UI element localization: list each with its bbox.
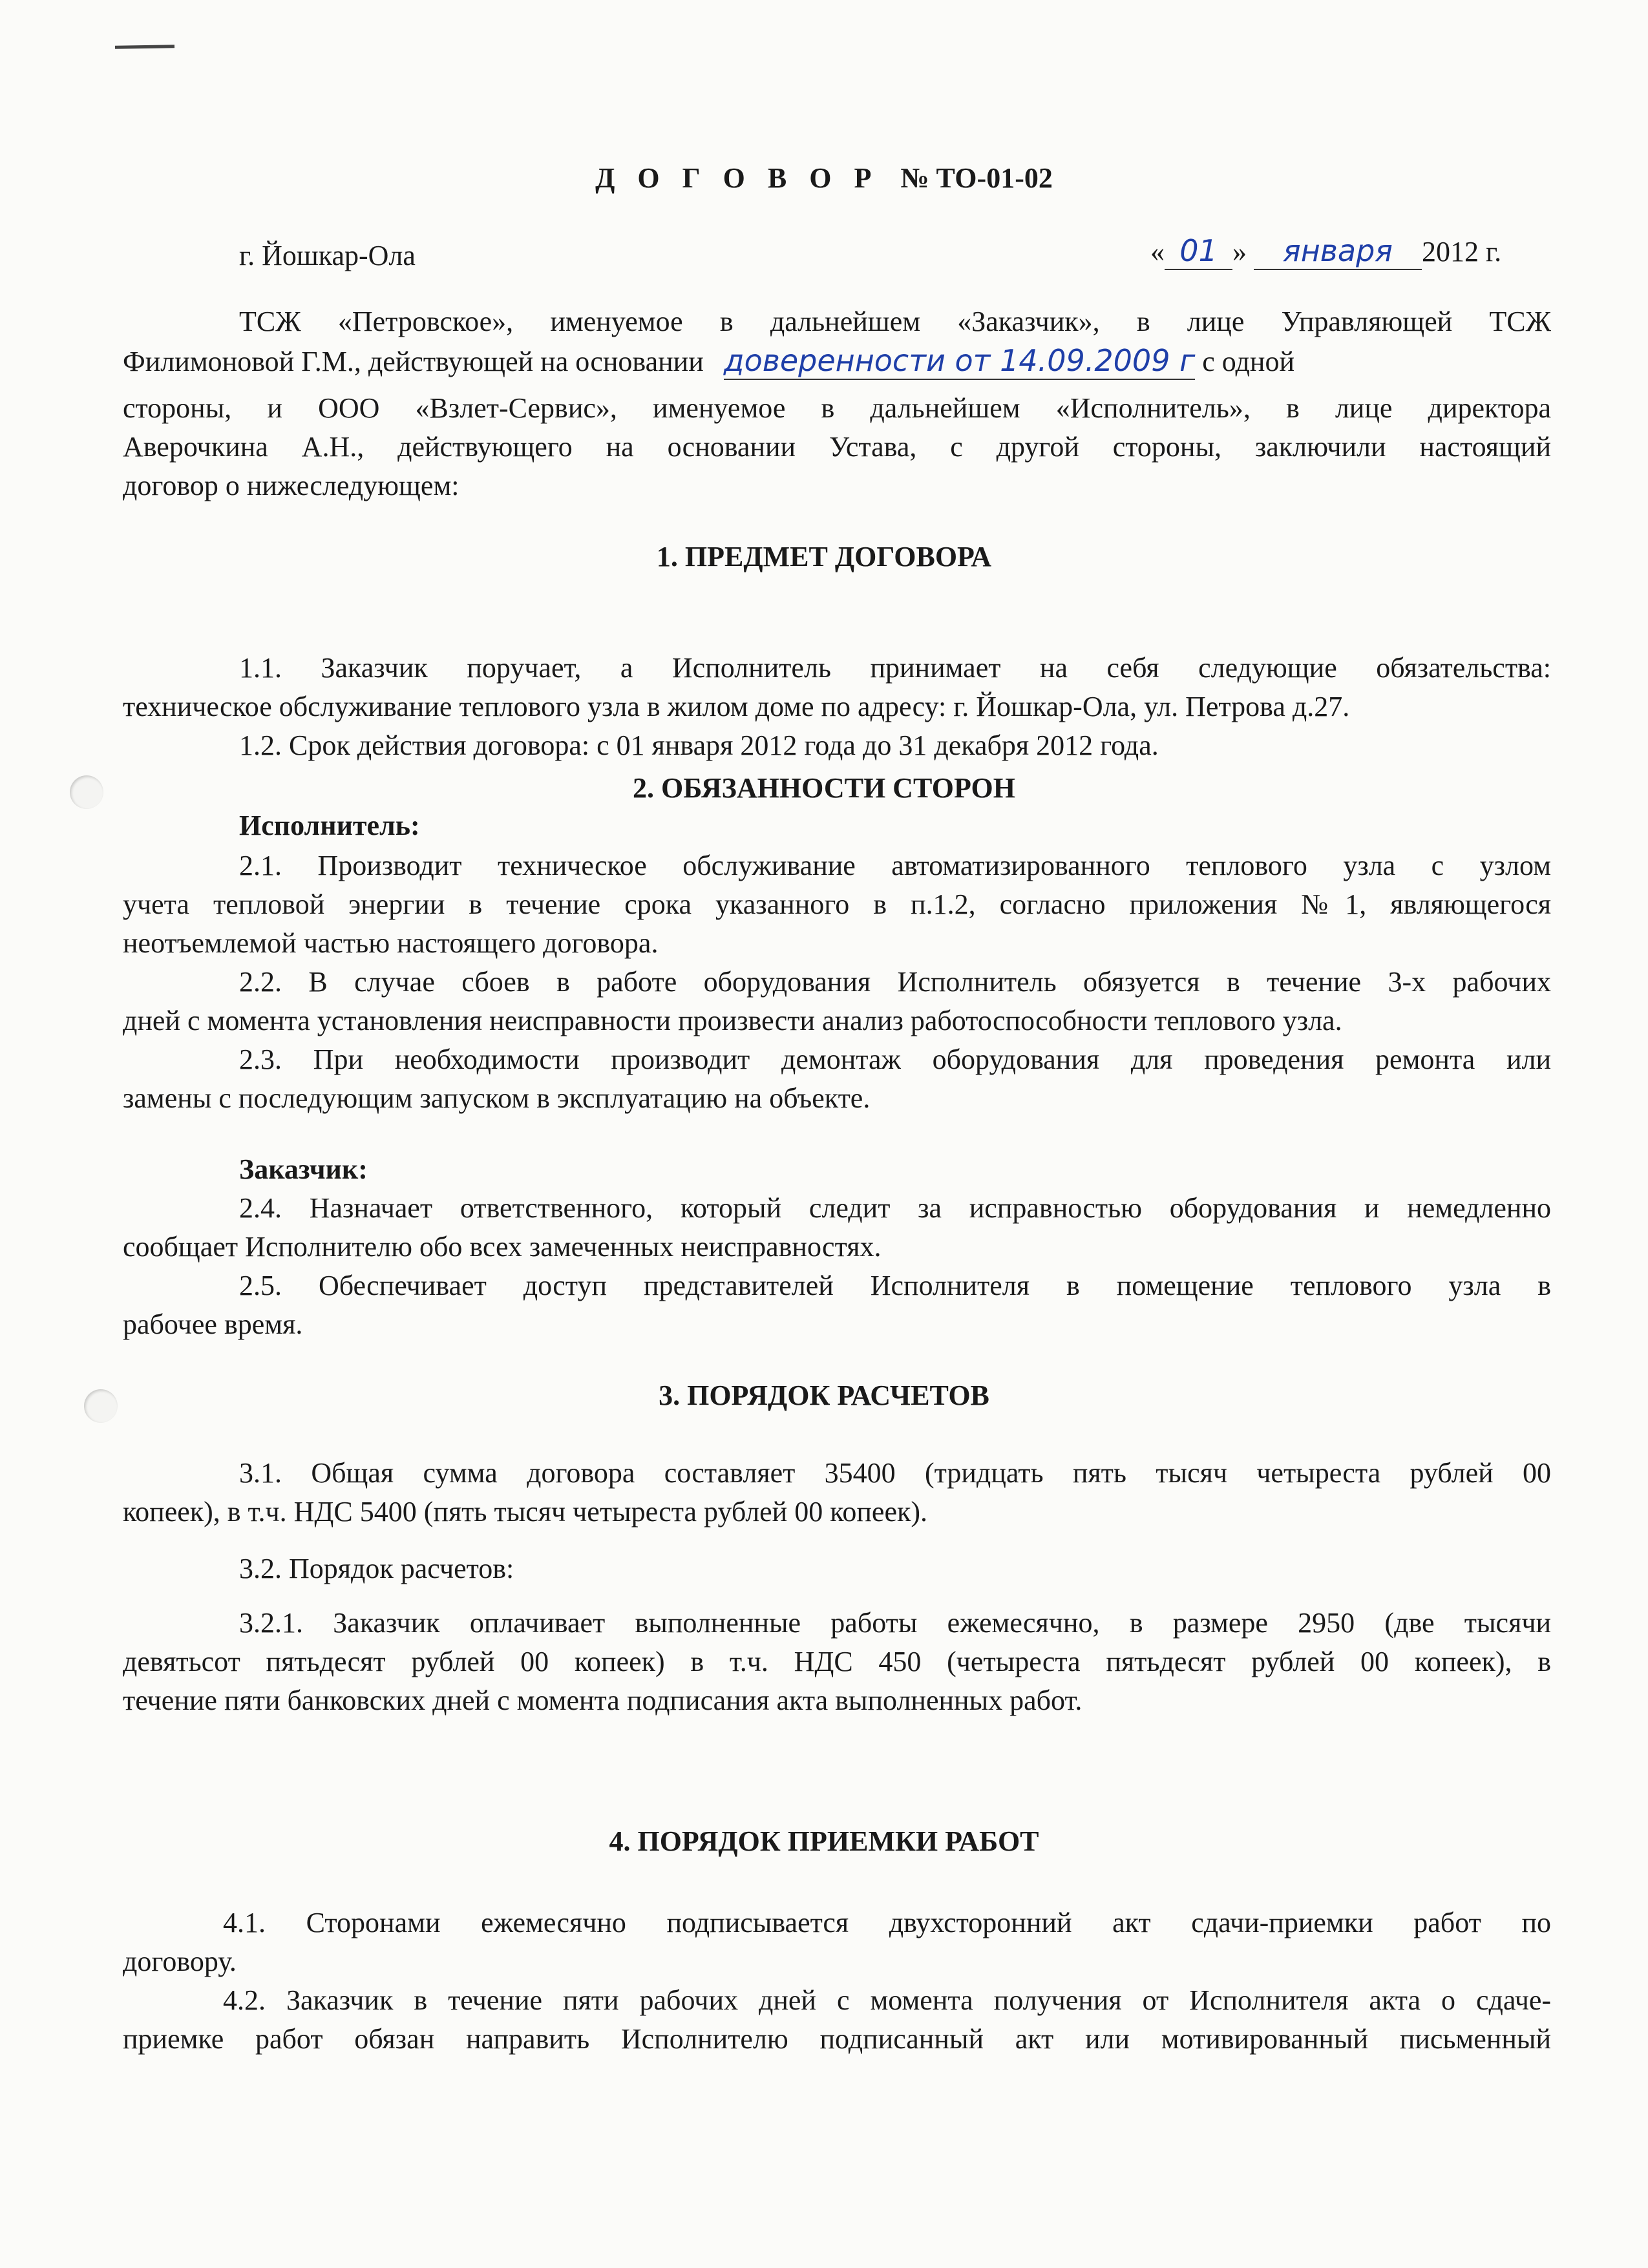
clause-1-1-line-2: техническое обслуживание теплового узла в жилом доме по адресу: г. Йошкар-Ола, ул. Петрова д.27. <box>123 691 1350 722</box>
preamble-line-5: договор о нижеследующем: <box>123 470 460 501</box>
preamble-line-4: Аверочкина А.Н., действующего на основании Устава, с другой стороны, заключили настоящий <box>123 431 1551 463</box>
clause-3-1-line-1: 3.1. Общая сумма договора составляет 35400 (тридцать пять тысяч четыреста рублей 00 <box>239 1457 1551 1489</box>
executor-label: Исполнитель: <box>239 810 420 841</box>
handwritten-proxy: доверенности от 14.09.2009 г <box>724 342 1196 380</box>
handwritten-day: 01 <box>1165 233 1232 270</box>
contract-number: № ТО-01-02 <box>900 162 1053 194</box>
section-2-heading: 2. ОБЯЗАННОСТИ СТОРОН <box>632 772 1016 804</box>
title-word: Д О Г О В О Р <box>595 162 880 194</box>
clause-2-4-line-2: сообщает Исполнителю обо всех замеченных неисправностях. <box>123 1231 882 1263</box>
document-title <box>0 162 1648 194</box>
section-4-heading: 4. ПОРЯДОК ПРИЕМКИ РАБОТ <box>609 1825 1039 1857</box>
clause-4-2-line-1: 4.2. Заказчик в течение пяти рабочих дней с момента получения от Исполнителя акта о сдаче- <box>223 1984 1551 2016</box>
preamble-line-1: ТСЖ «Петровское», именуемое в дальнейшем «Заказчик», в лице Управляющей ТСЖ <box>239 306 1551 337</box>
clause-2-3-line-1: 2.3. При необходимости производит демонтаж оборудования для проведения ремонта или <box>239 1044 1551 1075</box>
section-3-heading: 3. ПОРЯДОК РАСЧЕТОВ <box>659 1380 989 1411</box>
clause-1-2: 1.2. Срок действия договора: с 01 января 2012 года до 31 декабря 2012 года. <box>239 730 1159 761</box>
preamble-line-3: стороны, и ООО «Взлет-Сервис», именуемое в дальнейшем «Исполнитель», в лице директора <box>123 392 1551 424</box>
preamble-line-2: Филимоновой Г.М., действующей на основании доверенности от 14.09.2009 г с одной <box>123 342 1551 380</box>
clause-1-1-line-1: 1.1. Заказчик поручает, а Исполнитель принимает на себя следующие обязательства: <box>239 652 1551 684</box>
clause-3-1-line-2: копеек), в т.ч. НДС 5400 (пять тысяч четыреста рублей 00 копеек). <box>123 1496 927 1528</box>
clause-2-2-line-1: 2.2. В случае сбоев в работе оборудования Исполнитель обязуется в течение 3-х рабочих <box>239 966 1551 998</box>
contract-date: « 01 » января 2012 г. <box>1150 233 1501 270</box>
clause-4-1-line-1: 4.1. Сторонами ежемесячно подписывается двухсторонний акт сдачи-приемки работ по <box>223 1907 1551 1938</box>
clause-2-5-line-1: 2.5. Обеспечивает доступ представителей Исполнителя в помещение теплового узла в <box>239 1270 1551 1301</box>
clause-3-2: 3.2. Порядок расчетов: <box>239 1553 514 1584</box>
clause-3-2-1-line-3: течение пяти банковских дней с момента подписания акта выполненных работ. <box>123 1685 1083 1716</box>
clause-2-1-line-1: 2.1. Производит техническое обслуживание автоматизированного теплового узла с узлом <box>239 850 1551 881</box>
clause-2-5-line-2: рабочее время. <box>123 1308 303 1340</box>
handwritten-month: января <box>1254 233 1422 270</box>
clause-3-2-1-line-2: девятьсот пятьдесят рублей 00 копеек) в т.ч. НДС 450 (четыреста пятьдесят рублей 00 копеек), в <box>123 1646 1551 1677</box>
clause-2-1-line-2: учета тепловой энергии в течение срока указанного в п.1.2, согласно приложения №1, являющегося <box>123 888 1551 920</box>
clause-2-4-line-1: 2.4. Назначает ответственного, который следит за исправностью оборудования и немедленно <box>239 1192 1551 1224</box>
clause-2-2-line-2: дней с момента установления неисправности произвести анализ работоспособности теплового узла. <box>123 1005 1342 1036</box>
clause-3-2-1-line-1: 3.2.1. Заказчик оплачивает выполненные работы ежемесячно, в размере 2950 (две тысячи <box>239 1607 1551 1639</box>
city-label: г. Йошкар-Ола <box>239 240 416 271</box>
clause-4-1-line-2: договору. <box>123 1946 237 1977</box>
corner-pen-mark <box>115 45 174 49</box>
section-1-heading: 1. ПРЕДМЕТ ДОГОВОРА <box>656 541 992 572</box>
customer-label: Заказчик: <box>239 1153 368 1185</box>
clause-4-2-line-2: приемке работ обязан направить Исполнителю подписанный акт или мотивированный письменный <box>123 2023 1551 2055</box>
clause-2-3-line-2: замены с последующим запуском в эксплуатацию на объекте. <box>123 1082 871 1114</box>
clause-2-1-line-3: неотъемлемой частью настоящего договора. <box>123 927 659 959</box>
